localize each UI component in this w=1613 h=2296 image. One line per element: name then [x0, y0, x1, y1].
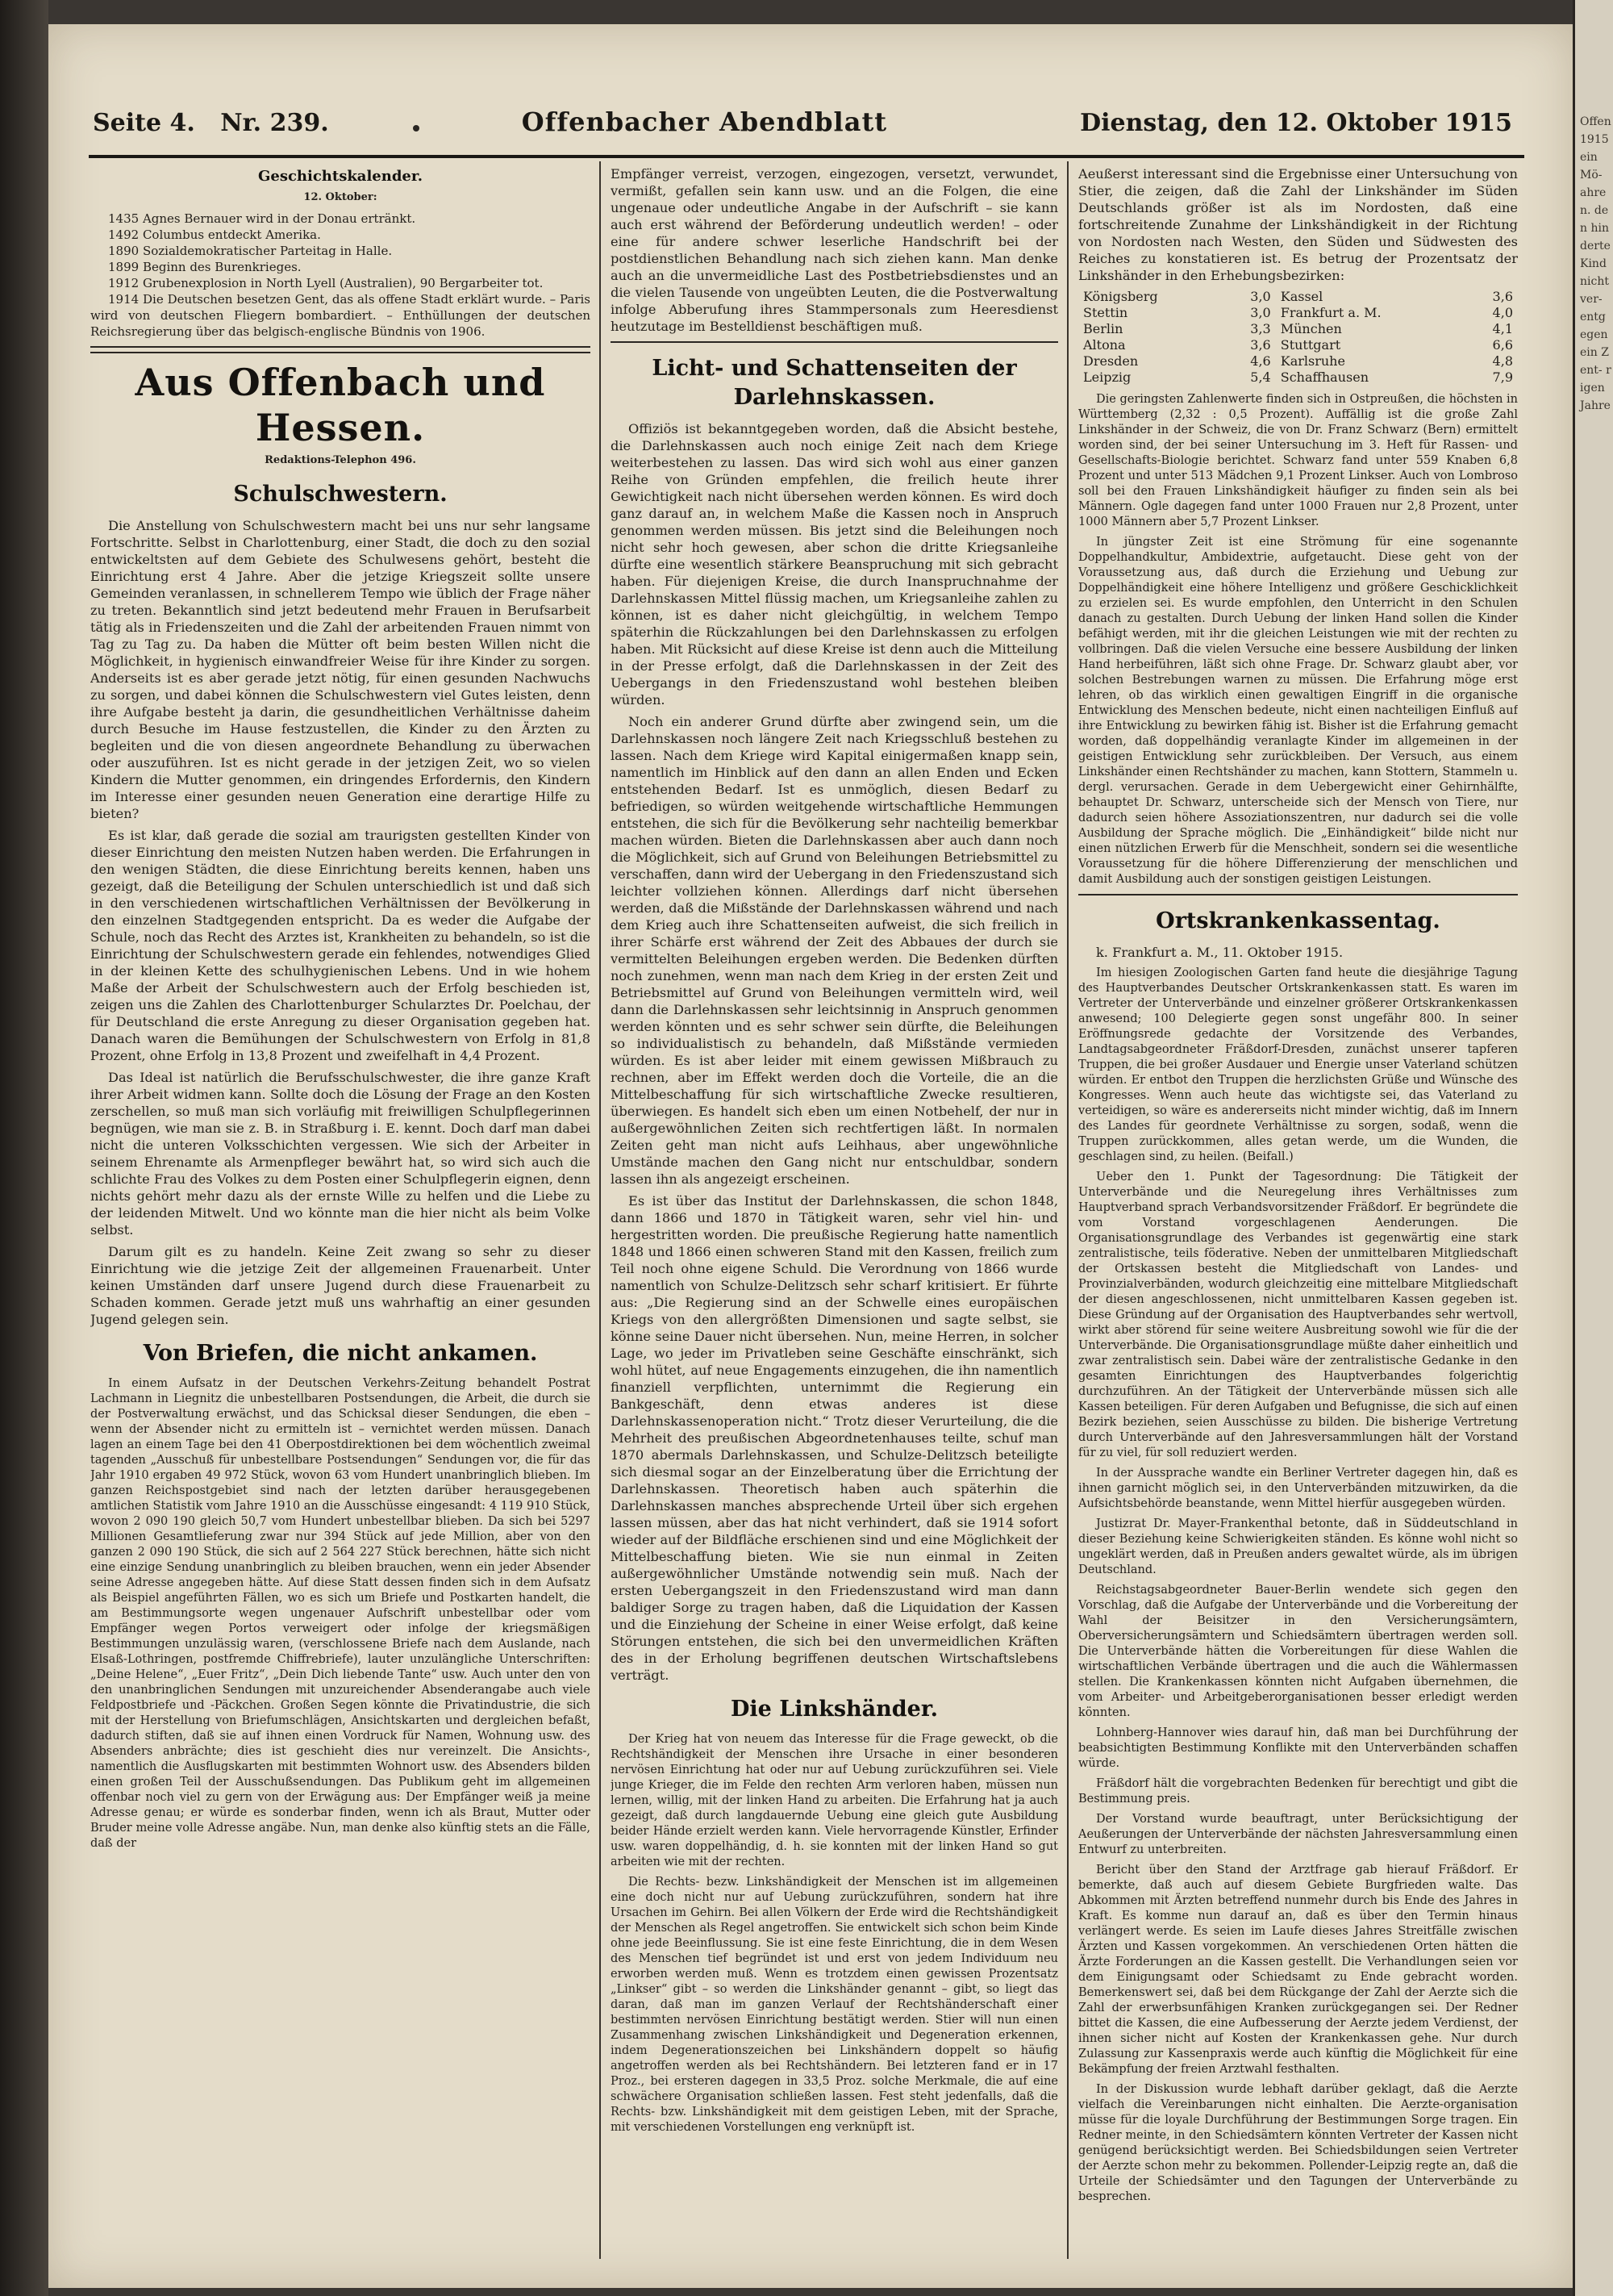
article-paragraph: Der Krieg hat von neuem das Interesse für die Frage geweckt, ob die Rechtshändigkeit der Menschen ihre Ursache in einer besonderen nervösen Einrichtung hat oder nur auf Uebung zurückzuführen sei. Viele junge Krieger, die im Felde den rechten Arm verloren haben, müssen nun lernen, willig, mit der linken Hand zu arbeiten. Die Erfahrung hat ja auch gezeigt, daß durch langdauernde Uebung eine gleich gute Ausbildung beider Hände erzielt werden kann. Viele hervorragende Künstler, Erfinder usw. waren doppelhändig, d. h. sie konnten mit der linken Hand so gut arbeiten wie mit der rechten. [611, 1733, 1058, 1868]
history-calendar [90, 167, 590, 340]
article-title-ortskrankenkassentag: Ortskrankenkassentag. [1156, 908, 1440, 933]
newspaper-title: Offenbacher Abendblatt [521, 106, 887, 137]
masthead-dot-ornament [413, 125, 419, 131]
calendar-entry: 1914 Die Deutschen besetzen Gent, das als offene Stadt erklärt wurde. – Paris wird von deutschen Fliegern bombardiert. – Enthüllungen der deutschen Reichsregierung über das belgisch-englische Bündnis von 1906. [90, 292, 590, 339]
table-row [1078, 353, 1518, 369]
table-cell: 6,6 [1492, 337, 1513, 353]
article-paragraph: Lohnberg-Hannover wies darauf hin, daß man bei Durchführung der beabsichtigten Bestimmung Konflikte mit den Unterverbänden schaffen würde. [1078, 1726, 1518, 1770]
column-divider-1 [599, 161, 601, 2259]
table-cell: Kassel [1280, 289, 1323, 304]
adjacent-page-edge [1573, 0, 1613, 2296]
table-row [1078, 305, 1518, 321]
table-cell: 7,9 [1492, 369, 1513, 385]
table-row [1078, 337, 1518, 353]
table-cell: Karlsruhe [1280, 353, 1345, 369]
article-paragraph: Bericht über den Stand der Arztfrage gab hierauf Fräßdorf. Er bemerkte, daß auch auf diesem Gebiete Burgfrieden walte. Das Abkommen mit Ärzten betreffend nunmehr durch bis Ende des Jahres in Kraft. Es komme nun darauf an, daß es über den Termin hinaus verlängert werde. Es seien im Laufe dieses Jahres Streitfälle zwischen Ärzten und Kassen vorgekommen. An verschiedenen Orten hätten die Ärzte Forderungen an die Kassen gestellt. Die Verhandlungen seien vor dem Einigungsamt oder Schiedsamt zu Ende gebracht worden. Bemerkenswert sei, daß bei dem Rückgange der Zahl der Aerzte sich die Zahl der erwerbsunfähigen Kranken zurückgegangen sei. Der Redner bittet die Kassen, die eine Aufbesserung der Aerzte jedem Verdienst, der ihnen sicher nicht auf Kosten der Krankenkassen gehe. Nur durch Zulassung zur Kassenpraxis werde auch künftig die Möglichkeit für eine Bekämpfung der freien Arztwahl festhalten. [1078, 1864, 1518, 2076]
table-cell: 3,6 [1492, 289, 1513, 304]
calendar-entry: 1912 Grubenexplosion in North Lyell (Australien), 90 Bergarbeiter tot. [108, 276, 544, 290]
article-paragraph: Die Rechts- bezw. Linkshändigkeit der Menschen ist im allgemeinen eine doch nicht nur auf Uebung zurückzuführen, sondern hat ihre Ursachen im Gehirn. Bei allen Völkern der Erde wird die Rechtshändigkeit der Menschen als Regel angetroffen. Sie entwickelt sich schon beim Kinde ohne jede Beeinflussung. Sie ist eine feste Einrichtung, die in dem Wesen des Menschen tief begründet ist und erst von jedem Individuum neu erworben werden muß. Wenn es trotzdem einen gewissen Prozentsatz „Linkser“ gibt – so werden die Linkshänder genannt – gibt, so liegt das daran, daß man im ganzen Verlauf der Rechtshänderschaft einer bestimmten nervösen Einrichtung bestätigt werden. Stier will nun einen Zusammenhang zwischen Linkshändigkeit und Degeneration erkennen, indem Degenerationszeichen bei Linkshändern doppelt so häufig angetroffen werden als bei Rechtshändern. Bei letzteren fand er in 17 Proz., bei ersteren dagegen in 33,5 Proz. solche Merkmale, die auf eine schwächere Organisation schließen lassen. Fest steht jedenfalls, daß die Rechts- bzw. Linkshändigkeit mit dem geistigen Leben, mit der Sprache, mit verschiedenen Vorstellungen eng verknüpft ist. [611, 1876, 1058, 2134]
table-cell: München [1280, 321, 1342, 336]
book-spine [0, 0, 48, 2296]
article-paragraph: Empfänger verreist, verzogen, eingezogen, versetzt, verwundet, vermißt, gefallen sein kann usw. und an die Folgen, die eine ungenaue oder undeutliche Angabe in der Aufschrift – sie kann auch erst während der Beförderung undeutlich werden! – oder eine für andere schwer leserliche Handschrift bei der postdienstlichen Behandlung nach sich ziehen kann. Man denke auch an die unvermeidliche Last des Postbetriebsdienstes und an die vielen Tausende von ungeübten Leuten, die die Postverwaltung infolge Abberufung ihres Stammpersonals zum Heeresdienst heutzutage im Bestelldienst beschäftigen muß. [611, 166, 1058, 334]
article-rule [1078, 894, 1518, 895]
table-cell: 5,4 [1250, 369, 1271, 385]
article-title-linkshaender: Die Linkshänder. [731, 1697, 938, 1722]
calendar-title: Geschichtskalender. [258, 168, 423, 185]
article-paragraph: Justizrat Dr. Mayer-Frankenthal betonte, daß in Süddeutschland in dieser Beziehung keine Schwierigkeiten ständen. Es könne wohl nicht so ungeklärt werden, daß in Preußen anders gewaltet würde, als im übrigen Deutschland. [1078, 1517, 1518, 1576]
article-paragraph: In der Diskussion wurde lebhaft darüber geklagt, daß die Aerzte vielfach die Vereinbarungen nicht einhalten. Die Aerzte-organisation müsse für die loyale Durchführung der Bestimmungen Sorge tragen. Ein Redner meinte, in den Schiedsämtern könnten Vertreter der Kassen nicht genügend berücksichtigt werden. Bei Schiedsbildungen seien Vertreter der Aerzte schon mehr zu bekommen. Pollender-Leipzig regte an, daß die Urteile der Schiedsämter und den Tagungen der Unterverbände zu besprechen. [1078, 2083, 1518, 2203]
column-3 [1078, 165, 1518, 2263]
linkshaender-statistics-table [1078, 289, 1518, 386]
article-rule [611, 341, 1058, 343]
section-subtitle: Redaktions-Telephon 496. [265, 454, 416, 466]
table-cell: 4,6 [1250, 353, 1271, 369]
article-paragraph: Das Ideal ist natürlich die Berufsschulschwester, die ihre ganze Kraft ihrer Arbeit widmen kann. Sollte doch die Lösung der Frage an den Kosten zerschellen, so muß man sich vorläufig mit freiwilligen Schulpflegerinnen begnügen, wie man sie z. B. in Straßburg i. E. kennt. Doch darf man dabei nicht die unteren Volksschichten vergessen. Wie sich der Arbeiter in seinem Ehrenamte als Armenpfleger bewährt hat, so wird sich auch die schlichte Frau des Volkes zu dem Posten einer Schulpflegerin eignen, denn nichts gehört mehr dazu als der ernste Wille zu helfen und die Liebe zu der leidenden Mitwelt. Und wo könnte man die hier nicht als beim Volke selbst. [90, 1070, 590, 1238]
page-masthead [93, 106, 1512, 147]
table-cell: 4,1 [1492, 321, 1513, 336]
calendar-entry: 1492 Columbus entdeckt Amerika. [108, 228, 321, 242]
article-paragraph: Noch ein anderer Grund dürfte aber zwingend sein, um die Darlehnskassen noch längere Zeit nach Kriegsschluß bestehen zu lassen. Nach dem Kriege wird Kapital einigermaßen knapp sein, namentlich im Hinblick auf den dann an allen Enden und Ecken entstehenden Bedarf. Ist es unmöglich, diesen Bedarf zu befriedigen, so würden weitgehende wirtschaftliche Hemmungen entstehen, die sich für die Bevölkerung sehr nachteilig bemerkbar machen würden. Bieten die Darlehnskassen aber auch dann noch die Möglichkeit, sich auf Grund von Beleihungen Betriebsmittel zu verschaffen, dann wird der Uebergang in den Friedenszustand sich leichter vollziehen können. Allerdings darf nicht übersehen werden, daß die Mißstände der Darlehnskassen während und nach dem Krieg auch ihre Schattenseiten aufweist, die sich freilich in ihrer Schärfe erst während der Zeit des Abbaues der durch sie vermittelten Beleihungen ergeben werden. Die Bedenken dürften noch zunehmen, wenn man nach dem Krieg in der ersten Zeit und Betriebsmittel auf Grund von Beleihungen vermitteln wird, weil dann die Darlehnskassen sehr leichtsinnig in Anspruch genommen werden könnten und es sehr schwer sein dürfte, die Beleihungen so individualistisch zu behandeln, daß Mißstände vermieden würden. Es ist aber leider mit einem gewissen Mißbrauch zu rechnen, aber im Effekt werden doch die Vorteile, die an die Mittelbeschaffung für sich wirtschaftliche Zwecke resultieren, überwiegen. Es handelt sich eben um einen Notbehelf, der nur in außergewöhnlichen Zeiten sich rechtfertigen läßt. In normalen Zeiten geht man nicht aufs Leihhaus, aber ungewöhnliche Umstände machen den Gang nicht nur entschuldbar, sondern lassen ihn als angezeigt erscheinen. [611, 714, 1058, 1187]
table-cell: Stettin [1083, 305, 1128, 320]
table-cell: Königsberg [1083, 289, 1158, 304]
column-1 [90, 165, 590, 2263]
table-cell: 3,6 [1250, 337, 1271, 353]
table-cell: Altona [1083, 337, 1126, 353]
column-divider-2 [1067, 161, 1069, 2259]
page-label: Seite 4. [93, 109, 195, 137]
section-title: Aus Offenbach und Hessen. [135, 361, 546, 449]
article-paragraph: Reichstagsabgeordneter Bauer-Berlin wendete sich gegen den Vorschlag, daß die Aufgabe der Unterverbände und die Vorbereitung der Wahl der Beisitzer in den Versicherungsämtern, Oberversicherungsämtern und Schiedsämtern übertragen werden soll. Die Unterverbände hätten die Vorbereitungen für diese Wahlen die wirtschaftlichen Verbände übertragen und die auch die Wählermassen stellen. Die Krankenkassen könnten nicht Aufgaben übernehmen, die vom Arbeiter- und Arbeitgeberorganisationen besser erledigt werden könnten. [1078, 1584, 1518, 1719]
article-paragraph: In der Aussprache wandte ein Berliner Vertreter dagegen hin, daß es ihnen garnicht möglich sei, in den Unterverbänden mitzuwirken, da die Aufsichtsbehörde beanstande, wenn Mittel hierfür ausgegeben würden. [1078, 1467, 1518, 1510]
table-cell: Leipzig [1083, 369, 1132, 385]
article-paragraph: Offiziös ist bekanntgegeben worden, daß die Absicht bestehe, die Darlehnskassen auch noch einige Zeit nach dem Kriege weiterbestehen zu lassen. Das wird sich wohl aus einer ganzen Reihe von Gründen empfehlen, die freilich heute ihrer Gewichtigkeit nach nicht übersehen werden können. Es wird doch ganz darauf an, in welchem Maße die Kassen noch in Anspruch genommen werden müssen. Bis jetzt sind die Beleihungen noch nicht sehr hoch gewesen, aber schon die dritte Kriegsanleihe dürfte eine wesentlich stärkere Beanspruchung mit sich gebracht haben. Für diejenigen Kreise, die durch Inanspruchnahme der Darlehnskassen Mittel flüssig machen, um Kriegsanleihe zahlen zu können, ist es daher nicht gleichgültig, in welchem Tempo späterhin die Rückzahlungen bei den Darlehnskassen zu erfolgen haben. Mit Rücksicht auf diese Kreise ist denn auch die Mitteilung in der Presse erfolgt, daß die Darlehnskassen in der Zeit des Uebergangs in den Friedenszustand wohl bestehen bleiben würden. [611, 421, 1058, 708]
table-cell: Dresden [1083, 353, 1139, 369]
article-paragraph: Der Vorstand wurde beauftragt, unter Berücksichtigung der Aeußerungen der Unterverbände der nächsten Jahresversammlung einen Entwurf zu unterbreiten. [1078, 1813, 1518, 1856]
article-paragraph: Es ist klar, daß gerade die sozial am traurigsten gestellten Kinder von dieser Einrichtung den meisten Nutzen haben werden. Die Erfahrungen in den wenigen Städten, die diese Einrichtung bereits kennen, haben uns gezeigt, daß die Beteiligung der Schulen unterschiedlich ist und daß sich in den verschiedenen wirtschaftlichen Verhältnissen der Bevölkerung in den einzelnen Stadtgegenden entspricht. Da es weder die Aufgabe der Schule, noch das Recht des Arztes ist, Krankheiten zu behandeln, so ist die Einrichtung der Schulschwestern gerade ein fehlendes, notwendiges Glied in der kleinen Kette des schulhygienischen Lebens. Und in wie hohem Maße der Arbeit der Schulschwestern auch der Erfolg beschieden ist, zeigen uns die Zahlen des Charlottenburger Schularztes Dr. Poelchau, der für Deutschland die erste Anregung zu dieser Organisation gegeben hat. Danach waren die Bemühungen der Schulschwestern von Erfolg in 81,8 Prozent, ohne Erfolg in 13,8 Prozent und zweifelhaft in 4,4 Prozent. [90, 828, 590, 1063]
article-title-briefe: Von Briefen, die nicht ankamen. [143, 1341, 538, 1366]
issue-date: Dienstag, den 12. Oktober 1915 [1080, 109, 1512, 137]
header-rule [89, 155, 1524, 158]
article-paragraph: Aeußerst interessant sind die Ergebnisse einer Untersuchung von Stier, die zeigen, daß die Zahl der Linkshänder im Süden Deutschlands größer ist als im Nordosten, daß eine fortschreitende Zunahme der Linkshändigkeit in der Richtung von Nordosten nach Westen, den Süden und Südwesten des Reiches zu konstatieren ist. Es betrug der Prozentsatz der Linkshänder in den Erhebungsbezirken: [1078, 166, 1518, 283]
table-cell: Berlin [1083, 321, 1123, 336]
table-row [1078, 289, 1518, 305]
table-cell: Stuttgart [1280, 337, 1341, 353]
article-paragraph: Die geringsten Zahlenwerte finden sich in Ostpreußen, die höchsten in Württemberg (2,32 : 0,5 Prozent). Auffällig ist die große Zahl Linkshänder in der Schweiz, die von Dr. Franz Schwarz (Bern) ermittelt worden sind, der bei seiner Untersuchung im 3. Heft für Rassen- und Gesellschafts-Biologie berichtet. Schwarz fand unter 559 Knaben 6,8 Prozent und unter 513 Mädchen 9,1 Prozent Linkser. Auch von Lombroso soll bei den Frauen Linkshändigkeit häufiger zu finden sein als bei Männern. Ogle dagegen fand unter 1000 Frauen nur 2,8 Prozent, unter 1000 Männern aber 5,7 Prozent Linkser. [1078, 393, 1518, 528]
table-cell: Schaffhausen [1280, 369, 1369, 385]
table-cell: 3,3 [1250, 321, 1271, 336]
article-paragraph: Es ist über das Institut der Darlehnskassen, die schon 1848, dann 1866 und 1870 in Tätigkeit waren, sehr viel hin- und hergestritten worden. Die preußische Regierung hatte namentlich 1848 und 1866 einen schweren Stand mit den Kassen, freilich zum Teil noch ohne eigene Schuld. Die Verordnung von 1866 wurde namentlich von Schulze-Delitzsch sehr scharf kritisiert. Er führte aus: „Die Regierung sind an der Schwelle eines europäischen Kriegs von den allergrößten Dimensionen und sagte selbst, sie könne seine Dauer nicht übersehen. Nun, meine Herren, in solcher Lage, wo jeder im Privatleben seine Geschäfte einschränkt, sich wohl hütet, auf neue Engagements einzugehen, die ihn namentlich finanziell verpflichten, unternimmt die Regierung ein Bankgeschäft, denn etwas anderes ist diese Darlehnskassenoperation nicht.“ Trotz dieser Verurteilung, die die Mehrheit des preußischen Abgeordnetenhauses teilte, schuf man 1870 abermals Darlehnskassen, und Schulze-Delitzsch beteiligte sich diesmal sogar an der Einzelberatung über die Errichtung der Darlehnskassen. Theoretisch haben auch späterhin die Darlehnskassen manches absprechende Urteil über sich ergehen lassen müssen, aber das hat nicht verhindert, daß sie 1914 sofort wieder auf der Bildfläche erschienen sind und eine Möglichkeit der Mittelbeschaffung bieten. Wie sie nun einmal in Zeiten außergewöhnlicher Umstände notwendig sein muß. Nach der ersten Uebergangszeit in den Friedenszustand wird man dann baldiger Sorge zu tragen haben, daß die Liquidation der Kassen und die Einziehung der Scheine in einer Weise erfolgt, daß keine Störungen entstehen, die sich bei den unvermeidlichen Kräften des in der Erholung begriffenen deutschen Wirtschaftslebens verträgt. [611, 1193, 1058, 1683]
article-dateline: k. Frankfurt a. M., 11. Oktober 1915. [1096, 945, 1344, 960]
article-title-schulschwestern: Schulschwestern. [233, 482, 448, 507]
article-paragraph: In einem Aufsatz in der Deutschen Verkehrs-Zeitung behandelt Postrat Lachmann in Liegnitz die unbestellbaren Postsendungen, die Arbeit, die durch sie der Postverwaltung erwächst, und das Schicksal dieser Sendungen, die eben – wenn der Absender nicht zu ermitteln ist – vernichtet werden müssen. Danach lagen an einem Tage bei den 41 Oberpostdirektionen bei dem wöchentlich zweimal tagenden „Ausschuß für unbestellbare Postsendungen“ Sendungen vor, die für das Jahr 1910 ergaben 49 972 Stück, wovon 63 vom Hundert unanbringlich blieben. Im ganzen Reichspostgebiet sind nach der letzten darüber herausgegebenen amtlichen Statistik vom Jahre 1910 an die Ausschüsse eingesandt: 4 119 910 Stück, wovon 2 090 190 gleich 50,7 vom Hundert unbestellbar blieben. Da sich bei 5297 Millionen Gesamtlieferung zwar nur 394 Stück auf jede Million, aber von den ganzen 2 090 190 Stück, die sich auf 2 564 227 Stück berechnen, hätte sich nicht eine einzige Sendung unanbringlich zu bleiben brauchen, wenn ein jeder Absender seine Adresse angegeben hätte. Auf diese Statt dessen finden sich in dem Aufsatz als Beispiel angeführten Fällen, wo es sich um Briefe und Postkarten handelt, die am Bestimmungsorte wegen ungenauer Aufschrift unbestellbar oder vom Empfänger wegen Portos verweigert oder infolge der kriegsmäßigen Bestimmungen unzulässig waren, (verschlossene Briefe nach dem Auslande, nach Elsaß-Lothringen, postfremde Chiffrebriefe), lauter unzulängliche Unterschriften: „Deine Helene“, „Euer Fritz“, „Dein Dich liebende Tante“ usw. Auch unter den von den unanbringlichen Sendungen mit unzureichender Absenderangabe auch viele Feldpostbriefe und -Päckchen. Großen Segen könnte die Privatindustrie, die sich mit der Herstellung von Briefumschlägen, Ansichtskarten und dergleichen befaßt, dadurch stiften, daß sie auf ihnen einen Vordruck für Namen, Wohnung usw. des Absenders anbrächte; dies ist geschieht dies nur vereinzelt. Die Ansichts-, namentlich die Ausflugskarten mit bestimmten Wohnort usw. des Absenders bilden einen großen Teil der Ausschußsendungen. Das Publikum geht im allgemeinen offenbar noch viel zu gern von der Erwägung aus: Der Empfänger weiß ja meine Adresse genau; er würde es sonderbar finden, wenn ich als Braut, Mutter oder Bruder meine volle Adresse angäbe. Nun, man denke also künftig stets an die Fälle, daß der [90, 1377, 590, 1850]
table-cell: 4,0 [1492, 305, 1513, 320]
table-cell: 3,0 [1250, 305, 1271, 320]
table-row [1078, 321, 1518, 337]
column-2 [611, 165, 1058, 2263]
page-number-issue [93, 109, 329, 137]
article-paragraph: Im hiesigen Zoologischen Garten fand heute die diesjährige Tagung des Hauptverbandes Deutscher Ortskrankenkassen statt. Es waren im Vertreter der Unterverbände und einzelner größerer Ortskrankenkassen anwesend; 100 Delegierte gegen sonst ungefähr 800. In seiner Eröffnungsrede gedachte der Vorsitzende des Verbandes, Landtagsabgeordneter Fräßdorf-Dresden, zunächst unserer tapferen Truppen, die bei großer Ausdauer und Energie unser Vaterland schützen würden. Er entbot den Truppen die herzlichsten Grüße und Wünsche des Kongresses. Wenn auch heute das wichtigste sei, das Vaterland zu verteidigen, so wäre es andererseits nicht minder wichtig, daß im Innern des Landes für geordnete Verhältnisse zu sorgen, sodaß, wenn die Truppen zurückkommen, alles getan werde, um die Wunden, die geschlagen sind, zu heilen. (Beifall.) [1078, 966, 1518, 1163]
article-paragraph: Fräßdorf hält die vorgebrachten Bedenken für berechtigt und gibt die Bestimmung preis. [1078, 1777, 1518, 1805]
table-cell: 3,0 [1250, 289, 1271, 304]
table-cell: 4,8 [1492, 353, 1513, 369]
calendar-entry: 1435 Agnes Bernauer wird in der Donau ertränkt. [108, 211, 416, 226]
article-title-darlehnskassen: Licht- und Schattenseiten der Darlehnskassen. [652, 356, 1017, 410]
table-cell: Frankfurt a. M. [1280, 305, 1382, 320]
calendar-entry: 1890 Sozialdemokratischer Parteitag in Halle. [108, 244, 393, 258]
issue-number: Nr. 239. [220, 109, 329, 137]
article-paragraph: In jüngster Zeit ist eine Strömung für eine sogenannte Doppelhandkultur, Ambidextrie, aufgetaucht. Diese geht von der Voraussetzung aus, daß durch die Erziehung und Uebung zur Doppelhändigkeit eine höhere Intelligenz und größere Geschicklichkeit zu erzielen sei. Es wurde empfohlen, den Unterricht in den Schulen danach zu gestalten. Durch Uebung der linken Hand sollen die Kinder befähigt werden, mit ihr die gleichen Leistungen wie mit der rechten zu vollbringen. Daß die vielen Versuche eine bessere Ausbildung der linken Hand herbeiführen, läßt sich ohne Frage. Dr. Schwarz glaubt aber, vor solchen Bestrebungen warnen zu müssen. Die Erfahrung möge erst lehren, ob das wirklich einen gewaltigen Eingriff in die organische Entwicklung des Menschen bedeute, nicht einen nachteiligen Einfluß auf ihre Entwicklung zu bewirken fähig ist. Bisher ist die Erfahrung gemacht worden, daß doppelhändig veranlagte Kinder im allgemeinen in der geistigen Entwicklung sehr zurückbleiben. Der Versuch, aus einem Linkshänder einen Rechtshänder zu machen, kann Stottern, Stammeln u. dergl. verursachen. Gerade in dem Uebergewicht einer Gehirnhälfte, behauptet Dr. Schwarz, unterscheide sich der Mensch von Tiere, nur dadurch seien höhere Assoziationszentren, nur dadurch sei die volle Ausbildung der Sprache möglich. Die „Einhändigkeit“ bilde nicht nur einen nützlichen Erwerb für die Menschheit, sondern sei die wesentliche Voraussetzung für die höhere Differenzierung der menschlichen und damit Ausbildung auch der sonstigen geistigen Leistungen. [1078, 536, 1518, 886]
article-paragraph: Darum gilt es zu handeln. Keine Zeit zwang so sehr zu dieser Einrichtung wie die jetzige Zeit der allgemeinen Frauenarbeit. Unter keinen Umständen darf unsere Jugend durch diese Frauenarbeit zu Schaden kommen. Gerade jetzt muß uns wahrhaftig an einer gesunden Jugend gelegen sein. [90, 1244, 590, 1327]
calendar-entry: 1899 Beginn des Burenkrieges. [108, 260, 302, 274]
table-row [1078, 369, 1518, 386]
article-paragraph: Ueber den 1. Punkt der Tagesordnung: Die Tätigkeit der Unterverbände und die Neuregelung ihres Verhältnisses zum Hauptverband sprach Verbandsvorsitzender Fräßdorf. Er begründete die vom Vorstand vorgeschlagenen Aenderungen. Die Organisationsgrundlage des Verbandes ist gegenwärtig eine stark zentralistische, teils föderative. Neben der unmittelbaren Mitgliedschaft der Ortskassen besteht die Mitgliedschaft von Landes- und Provinzialverbänden, wodurch gleichzeitig eine mittelbare Mitgliedschaft der diesen angeschlossenen, nicht unmittelbaren Kassen gegeben ist. Diese Gründung auf der Organisation des Hauptverbandes sehr wertvoll, wirkt aber störend für seine weitere Ausbreitung sowohl wie für die der Unterverbände. Die Organisationsgrundlage müßte daher einheitlich und zwar zentralistisch sein. Dabei wäre der zentralistische Gedanke in den gesamten Einrichtungen des Hauptverbandes folgerichtig durchzuführen. An der Tätigkeit der Unterverbände müssen sich alle Kassen beteiligen. Für deren Aufgaben und Befugnisse, die sich auf einen Bezirk beziehen, seien Ausschüsse zu bilden. Die bisherige Vertretung durch Unterverbände auf den Jahresversammlungen hält der Vorstand für zu viel, für soll reduziert werden. [1078, 1171, 1518, 1459]
section-rule [90, 346, 590, 353]
article-paragraph: Die Anstellung von Schulschwestern macht bei uns nur sehr langsame Fortschritte. Selbst in Charlottenburg, einer Stadt, die doch zu den sozial entwickeltsten auf dem Gebiete des Schulwesens gehört, besteht die Einrichtung erst 4 Jahre. Aber die jetzige Kriegszeit sollte unsere Gemeinden veranlassen, in schnellerem Tempo wie üblich der Frage näher zu treten. Bekanntlich sind jetzt bedeutend mehr Frauen in Berufsarbeit tätig als in Friedenszeiten und die Zahl der arbeitenden Frauen nimmt von Tag zu Tag zu. Da haben die Mütter oft beim besten Willen nicht die Möglichkeit, in hygienisch einwandfreier Weise für ihre Kinder zu sorgen. Anderseits ist es aber gerade jetzt nötig, für einen gesunden Nachwuchs zu sorgen, und dabei können die Schulschwestern viel Gutes leisten, denn ihre Aufgabe besteht ja darin, die gesundheitlichen Verhältnisse daheim durch Besuche im Hause festzustellen, die Kinder zu den Ärzten zu begleiten und die von diesen angeordnete Behandlung zu überwachen oder auszuführen. Ist es nicht gerade in der jetzigen Zeit, wo so vielen Kindern die Mutter genommen, ein dringendes Erfordernis, den Kindern im Interesse einer gesunden neuen Generation eine derartige Hilfe zu bieten? [90, 518, 590, 821]
calendar-date: 12. Oktober: [303, 191, 377, 203]
adjacent-page-fragments: Offen 1915 ein Mö- ahren. den hin derte Kind nicht ver- entgegen ein Zent- rigen Jahre [1580, 115, 1611, 412]
